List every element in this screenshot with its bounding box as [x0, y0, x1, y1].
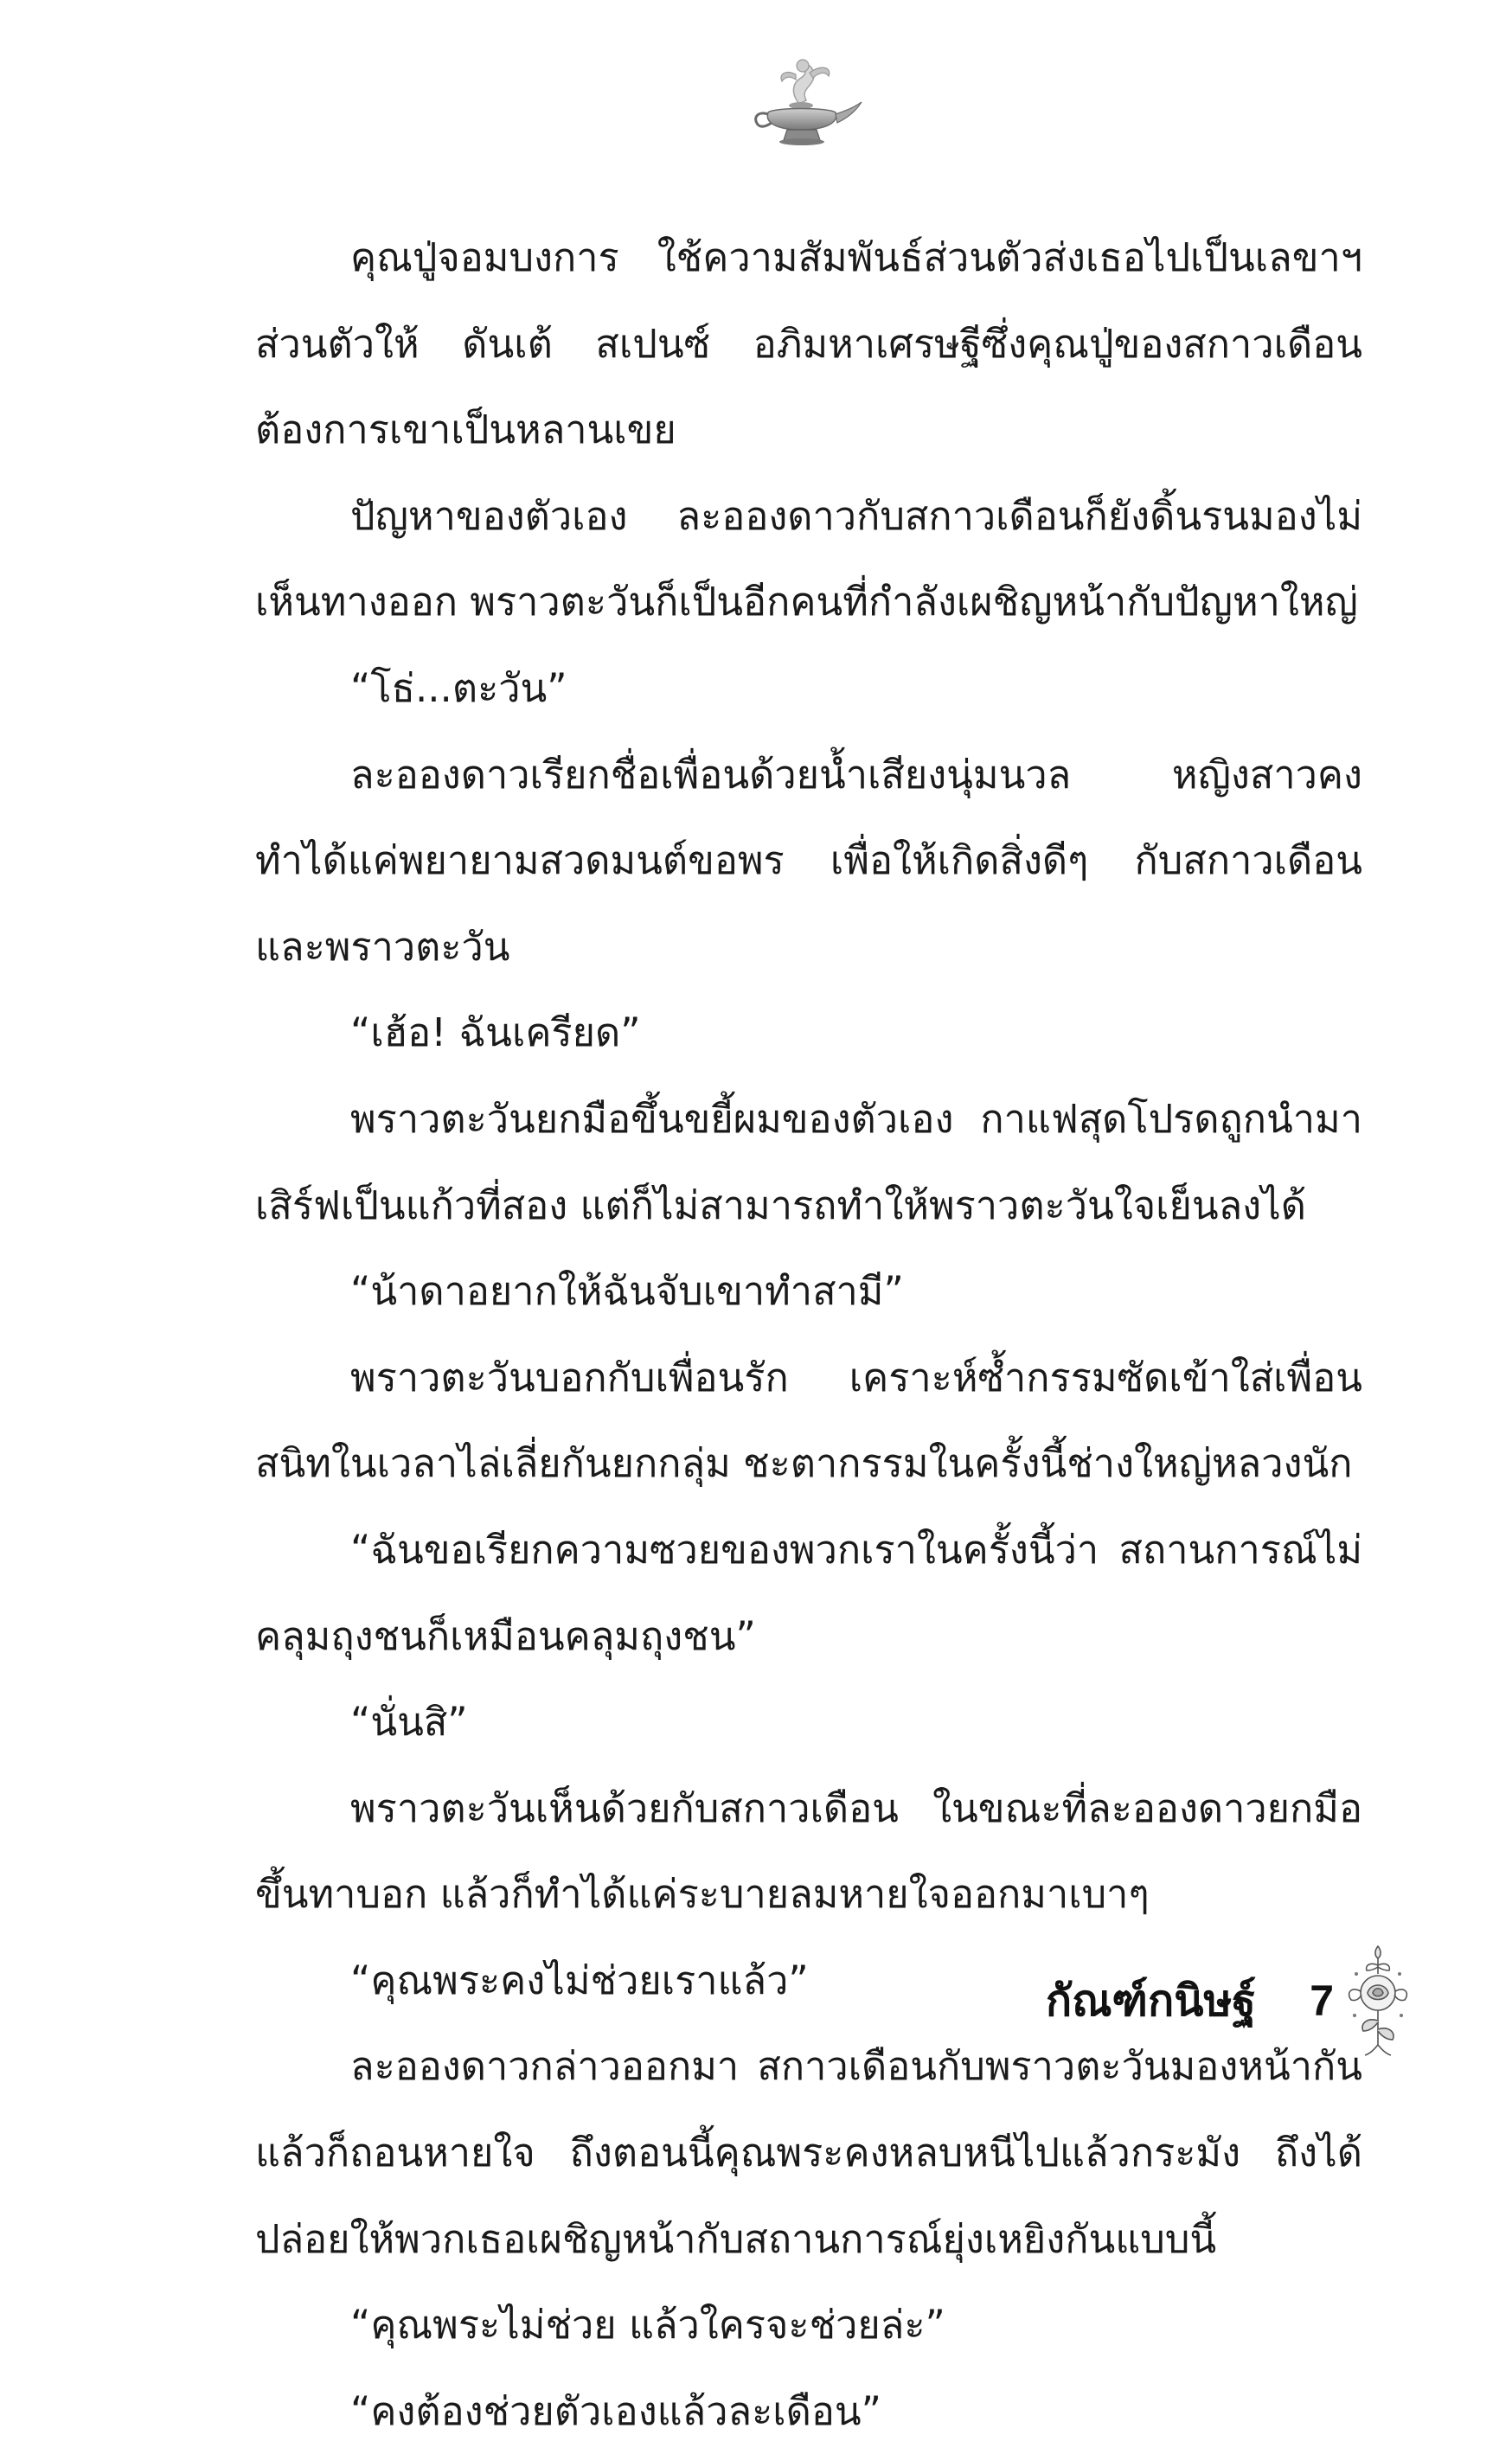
paragraph: ปัญหาของตัวเอง ละอองดาวกับสกาวเดือนก็ยังดิ้นรนมองไม่เห็นทางออก พราวตะวันก็เป็นอีกคนที่กำลังเผชิญหน้ากับปัญหาใหญ่	[255, 492, 1362, 625]
paragraph: “คุณพระไม่ช่วย แล้วใครจะช่วยล่ะ”	[350, 2302, 945, 2348]
rose-ornament-icon	[1339, 1939, 1417, 2060]
paragraph: “นั่นสิ”	[350, 1699, 468, 1746]
paragraph: “ฉันขอเรียกความซวยของพวกเราในครั้งนี้ว่า สถานการณ์ไม่คลุมถุงชนก็เหมือนคลุมถุงชน”	[255, 1526, 1362, 1659]
footer-author: กัณฑ์กนิษฐ์	[1045, 1976, 1256, 2026]
body-text	[255, 215, 1362, 2454]
paragraph: พราวตะวันบอกกับเพื่อนรัก เคราะห์ซ้ำกรรมซัดเข้าใส่เพื่อนสนิทในเวลาไล่เลี่ยกันยกกลุ่ม ชะตากรรมในครั้งนี้ช่างใหญ่หลวงนัก	[255, 1354, 1362, 1487]
paragraph: ละอองดาวกล่าวออกมา สกาวเดือนกับพราวตะวันมองหน้ากันแล้วก็ถอนหายใจ ถึงตอนนี้คุณพระคงหลบหนีไปแล้วกระมัง ถึงได้ปล่อยให้พวกเธอเผชิญหน้ากับสถานการณ์ยุ่งเหยิงกันแบบนี้	[255, 2043, 1362, 2262]
paragraph: คุณปู่จอมบงการ ใช้ความสัมพันธ์ส่วนตัวส่งเธอไปเป็นเลขาฯ ส่วนตัวให้ ดันเต้ สเปนซ์ อภิมหาเศรษฐีซึ่งคุณปู่ของสกาวเดือนต้องการเขาเป็นหลานเขย	[255, 234, 1362, 453]
genie-lamp-icon	[739, 50, 868, 154]
paragraph: ละอองดาวเรียกชื่อเพื่อนด้วยน้ำเสียงนุ่มนวล หญิงสาวคงทำได้แค่พยายามสวดมนต์ขอพร เพื่อให้เกิดสิ่งดีๆ กับสกาวเดือนและพราวตะวัน	[255, 751, 1362, 970]
paragraph: “คงต้องช่วยตัวเองแล้วละเดือน”	[350, 2387, 881, 2434]
paragraph: พราวตะวันเห็นด้วยกับสกาวเดือน ในขณะที่ละอองดาวยกมือขึ้นทาบอก แล้วก็ทำได้แค่ระบายลมหายใจออกมาเบาๆ	[255, 1784, 1362, 1918]
paragraph: “คุณพระคงไม่ช่วยเราแล้ว”	[350, 1957, 809, 2003]
paragraph: “เฮ้อ! ฉันเครียด”	[350, 1009, 641, 1056]
page-footer	[934, 1939, 1436, 2060]
paragraph: “โธ่...ตะวัน”	[350, 664, 567, 711]
paragraph: “น้าดาอยากให้ฉันจับเขาทำสามี”	[350, 1268, 904, 1315]
paragraph: พราวตะวันยกมือขึ้นขยี้ผมของตัวเอง กาแฟสุดโปรดถูกนำมาเสิร์ฟเป็นแก้วที่สอง แต่ก็ไม่สามารถทำให้พราวตะวันใจเย็นลงได้	[255, 1095, 1362, 1228]
page-number: 7	[1310, 1977, 1334, 2025]
